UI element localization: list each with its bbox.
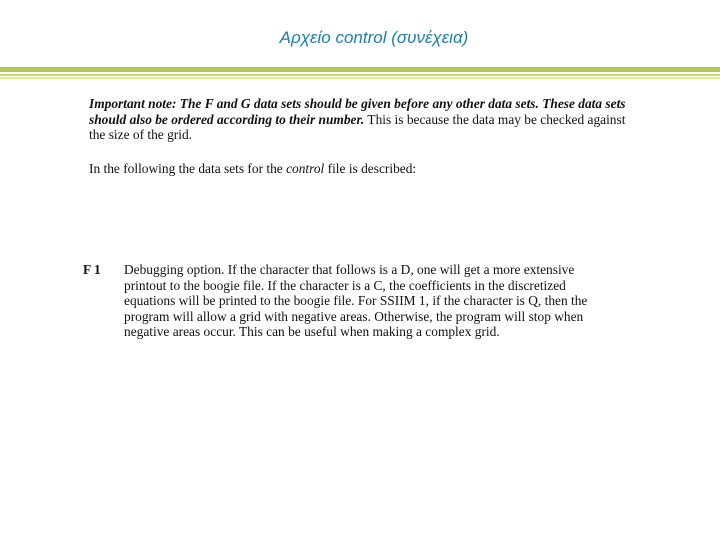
accent-bar-primary <box>0 67 720 72</box>
intro-paragraph <box>89 161 629 177</box>
entry-text-f1: Debugging option. If the character that follows is a D, one will get a more extensive printout to the boogie file. If the character is a C, the coefficients in the discretized equations will be printed to the boogie file. For SSIIM 1, if the character is Q, then the program will allow a grid with negative areas. Otherwise, the program will stop when negative areas occur. This can be useful when making a complex grid. <box>124 262 588 339</box>
accent-bar-tertiary <box>0 77 720 79</box>
important-note <box>89 96 629 143</box>
intro-italic: control <box>286 161 325 176</box>
slide-title: Αρχείο control (συνέχεια) <box>279 28 469 47</box>
intro-before: In the following the data sets for the <box>89 161 287 176</box>
intro-after: file is described: <box>324 161 417 176</box>
header-accent-bars <box>0 67 720 79</box>
important-note-rest: This is because the data may be checked against the size of the grid. <box>89 111 626 142</box>
important-note-emphasis: Important note: The F and G data sets should be given before any other data sets. These data sets should also be ordered according to their number. <box>89 96 626 127</box>
entry-label-f1: F 1 <box>83 262 101 277</box>
accent-bar-secondary <box>0 74 720 76</box>
